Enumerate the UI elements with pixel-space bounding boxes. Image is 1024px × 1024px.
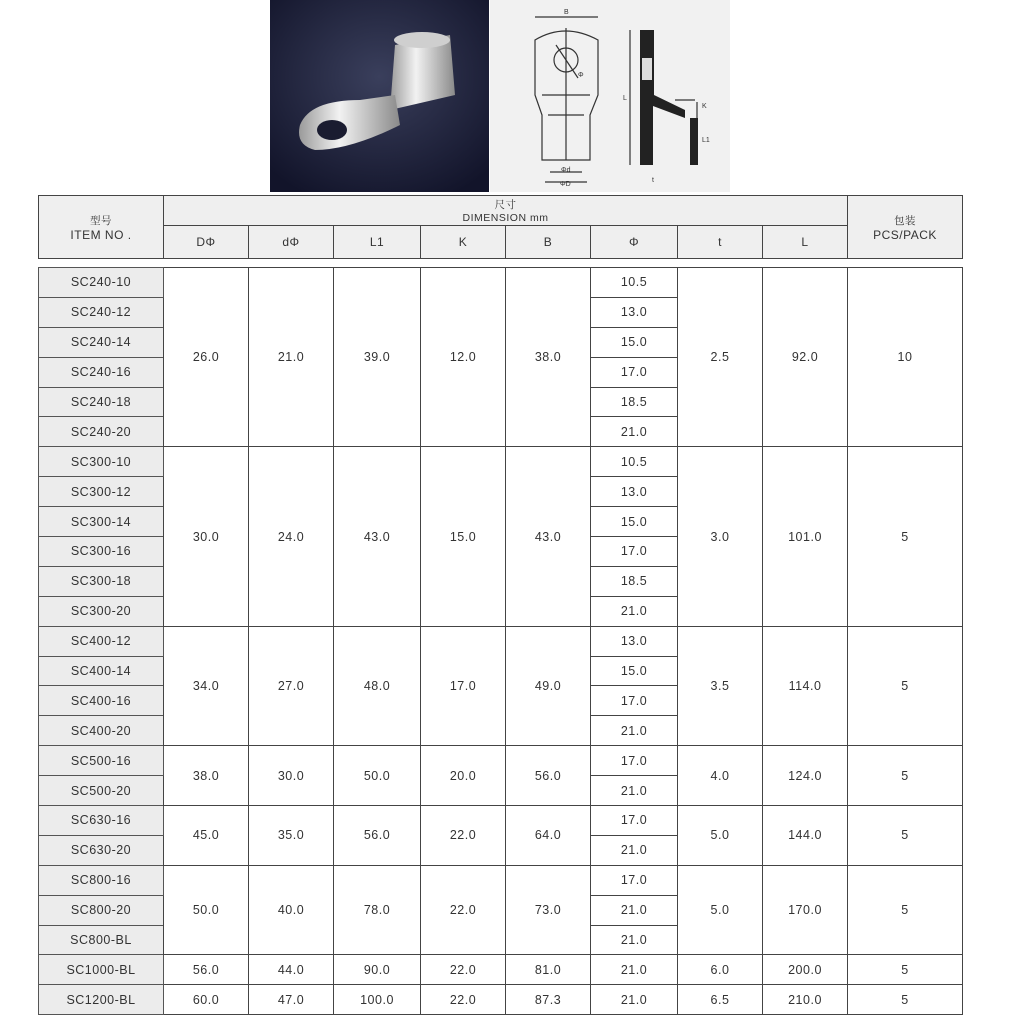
l-cell: 101.0 (763, 447, 848, 626)
item-no-cell: SC300-14 (39, 507, 164, 537)
dim-d-cell: 26.0 (164, 268, 249, 447)
phi-cell: 17.0 (591, 746, 678, 776)
item-no-cell: SC300-10 (39, 447, 164, 477)
dim-k-cell: 22.0 (421, 955, 506, 985)
product-photo (270, 0, 489, 192)
table-row (39, 955, 963, 985)
pcs-pack-cell: 5 (848, 985, 963, 1015)
item-no-cell: SC1000-BL (39, 955, 164, 985)
column-header: Φ (591, 226, 678, 259)
l-cell: 124.0 (763, 746, 848, 806)
dim-d-cell: 35.0 (249, 806, 334, 866)
dim-d-cell: 50.0 (164, 865, 249, 955)
column-header: B (506, 226, 591, 259)
table-row (39, 985, 963, 1015)
phi-cell: 21.0 (591, 596, 678, 626)
dim-l1-cell: 39.0 (334, 268, 421, 447)
dim-k-cell: 22.0 (421, 865, 506, 955)
technical-drawing (490, 0, 730, 192)
item-no-cell: SC400-16 (39, 686, 164, 716)
phi-cell: 21.0 (591, 716, 678, 746)
phi-cell: 17.0 (591, 537, 678, 567)
t-cell: 5.0 (678, 806, 763, 866)
phi-cell: 21.0 (591, 835, 678, 865)
dim-l1-cell: 56.0 (334, 806, 421, 866)
dim-l1-cell: 78.0 (334, 865, 421, 955)
dim-l1-cell: 43.0 (334, 447, 421, 626)
svg-text:L1: L1 (702, 137, 710, 144)
item-no-cell: SC1200-BL (39, 985, 164, 1015)
phi-cell: 13.0 (591, 297, 678, 327)
t-cell: 6.5 (678, 985, 763, 1015)
l-cell: 144.0 (763, 806, 848, 866)
pcs-pack-cell: 10 (848, 268, 963, 447)
t-cell: 3.0 (678, 447, 763, 626)
column-header: dΦ (249, 226, 334, 259)
dim-k-cell: 22.0 (421, 806, 506, 866)
svg-text:Φ: Φ (578, 72, 584, 79)
dim-d-cell: 56.0 (164, 955, 249, 985)
dim-d-cell: 47.0 (249, 985, 334, 1015)
dim-b-cell: 87.3 (506, 985, 591, 1015)
pcs-pack-cell: 5 (848, 746, 963, 806)
dim-d-cell: 21.0 (249, 268, 334, 447)
dim-b-cell: 56.0 (506, 746, 591, 806)
dim-d-cell: 40.0 (249, 865, 334, 955)
item-no-cell: SC630-20 (39, 835, 164, 865)
item-no-cell: SC500-16 (39, 746, 164, 776)
dim-b-cell: 81.0 (506, 955, 591, 985)
dim-l1-cell: 48.0 (334, 626, 421, 746)
table-row (39, 865, 963, 895)
l-cell: 170.0 (763, 865, 848, 955)
pcs-pack-cell: 5 (848, 806, 963, 866)
svg-text:ΦD: ΦD (560, 181, 571, 188)
dim-b-cell: 73.0 (506, 865, 591, 955)
item-no-cell: SC630-16 (39, 806, 164, 836)
t-cell: 4.0 (678, 746, 763, 806)
phi-cell: 17.0 (591, 357, 678, 387)
phi-cell: 18.5 (591, 566, 678, 596)
phi-cell: 18.5 (591, 387, 678, 417)
item-no-cell: SC240-12 (39, 297, 164, 327)
dim-b-cell: 49.0 (506, 626, 591, 746)
pcs-pack-cell: 5 (848, 865, 963, 955)
dim-l1-cell: 100.0 (334, 985, 421, 1015)
phi-cell: 21.0 (591, 417, 678, 447)
dim-k-cell: 22.0 (421, 985, 506, 1015)
dim-k-cell: 17.0 (421, 626, 506, 746)
item-no-cell: SC240-14 (39, 327, 164, 357)
table-row (39, 626, 963, 656)
phi-cell: 21.0 (591, 985, 678, 1015)
phi-cell: 17.0 (591, 686, 678, 716)
phi-cell: 13.0 (591, 626, 678, 656)
svg-text:K: K (702, 103, 707, 110)
dim-l1-cell: 90.0 (334, 955, 421, 985)
dim-d-cell: 30.0 (249, 746, 334, 806)
item-no-cell: SC400-12 (39, 626, 164, 656)
phi-cell: 17.0 (591, 806, 678, 836)
table-row (39, 806, 963, 836)
t-cell: 2.5 (678, 268, 763, 447)
spec-table (38, 267, 963, 1015)
dim-b-cell: 43.0 (506, 447, 591, 626)
dim-d-cell: 45.0 (164, 806, 249, 866)
l-cell: 92.0 (763, 268, 848, 447)
phi-cell: 21.0 (591, 776, 678, 806)
item-no-cell: SC240-16 (39, 357, 164, 387)
pcs-pack-cell: 5 (848, 955, 963, 985)
pcs-pack-header: 包装 PCS/PACK (848, 196, 963, 259)
column-header: L (763, 226, 848, 259)
phi-cell: 17.0 (591, 865, 678, 895)
item-no-cell: SC240-10 (39, 268, 164, 298)
dim-d-cell: 44.0 (249, 955, 334, 985)
item-no-cell: SC800-16 (39, 865, 164, 895)
svg-text:B: B (564, 9, 569, 16)
t-cell: 3.5 (678, 626, 763, 746)
dim-k-cell: 12.0 (421, 268, 506, 447)
t-cell: 6.0 (678, 955, 763, 985)
dim-d-cell: 27.0 (249, 626, 334, 746)
dim-b-cell: 38.0 (506, 268, 591, 447)
column-header: t (678, 226, 763, 259)
table-row (39, 746, 963, 776)
item-no-cell: SC800-20 (39, 895, 164, 925)
item-no-cell: SC400-20 (39, 716, 164, 746)
phi-cell: 21.0 (591, 955, 678, 985)
phi-cell: 15.0 (591, 507, 678, 537)
item-no-cell: SC300-12 (39, 477, 164, 507)
l-cell: 200.0 (763, 955, 848, 985)
dim-d-cell: 60.0 (164, 985, 249, 1015)
svg-text:Φd: Φd (561, 167, 571, 174)
svg-text:L: L (623, 95, 627, 102)
dim-d-cell: 30.0 (164, 447, 249, 626)
table-row (39, 447, 963, 477)
t-cell: 5.0 (678, 865, 763, 955)
phi-cell: 10.5 (591, 268, 678, 298)
column-header: K (421, 226, 506, 259)
dim-l1-cell: 50.0 (334, 746, 421, 806)
phi-cell: 15.0 (591, 656, 678, 686)
item-no-cell: SC240-18 (39, 387, 164, 417)
column-header: DΦ (164, 226, 249, 259)
item-no-cell: SC300-20 (39, 596, 164, 626)
phi-cell: 13.0 (591, 477, 678, 507)
dim-d-cell: 38.0 (164, 746, 249, 806)
phi-cell: 21.0 (591, 925, 678, 955)
item-no-cell: SC300-18 (39, 566, 164, 596)
pcs-pack-cell: 5 (848, 626, 963, 746)
table-header (38, 195, 963, 259)
dim-d-cell: 24.0 (249, 447, 334, 626)
item-no-header: 型号 ITEM NO . (39, 196, 164, 259)
dim-k-cell: 15.0 (421, 447, 506, 626)
item-no-cell: SC400-14 (39, 656, 164, 686)
item-no-cell: SC300-16 (39, 537, 164, 567)
column-header: L1 (334, 226, 421, 259)
phi-cell: 21.0 (591, 895, 678, 925)
phi-cell: 10.5 (591, 447, 678, 477)
l-cell: 210.0 (763, 985, 848, 1015)
dim-d-cell: 34.0 (164, 626, 249, 746)
phi-cell: 15.0 (591, 327, 678, 357)
dim-b-cell: 64.0 (506, 806, 591, 866)
l-cell: 114.0 (763, 626, 848, 746)
item-no-cell: SC240-20 (39, 417, 164, 447)
svg-text:t: t (652, 177, 654, 184)
table-row (39, 268, 963, 298)
pcs-pack-cell: 5 (848, 447, 963, 626)
item-no-cell: SC800-BL (39, 925, 164, 955)
item-no-cell: SC500-20 (39, 776, 164, 806)
dimension-header: 尺寸 DIMENSION mm (164, 196, 848, 226)
dim-k-cell: 20.0 (421, 746, 506, 806)
